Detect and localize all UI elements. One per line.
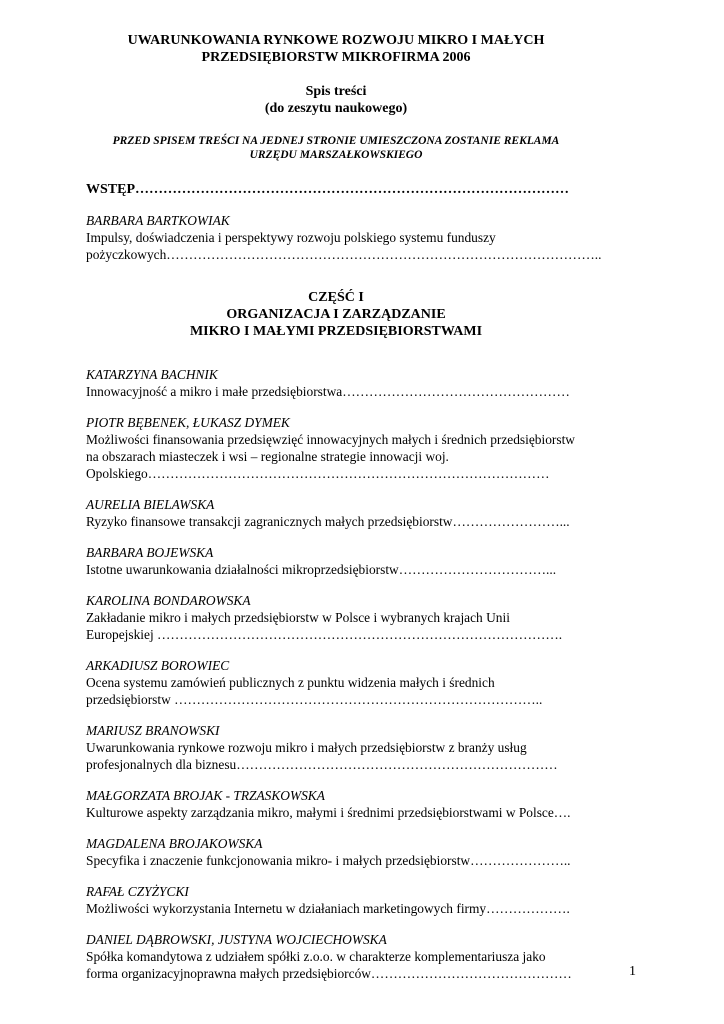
entry-title: Zakładanie mikro i małych przedsiębiorstw w Polsce i wybranych krajach Unii Europejskiej ……………………………………………………………………………….	[86, 610, 563, 642]
notice-line-2: URZĘDU MARSZAŁKOWSKIEGO	[249, 149, 423, 161]
toc-entry	[86, 884, 586, 917]
part-title-1: ORGANIZACJA I ZARZĄDZANIE	[226, 307, 446, 322]
entry-author: ARKADIUSZ BOROWIEC	[86, 658, 230, 673]
entry-author: BARBARA BOJEWSKA	[86, 545, 214, 560]
toc-entry	[86, 788, 586, 821]
toc-entry	[86, 367, 586, 400]
entry-title: Ocena systemu zamówień publicznych z punktu widzenia małych i średnich przedsiębiorstw ………………………………………………………………………..	[86, 675, 543, 707]
entry-title: Kulturowe aspekty zarządzania mikro, małymi i średnimi przedsiębiorstwami w Polsce….	[86, 805, 571, 820]
entry-title: Uwarunkowania rynkowe rozwoju mikro i małych przedsiębiorstw z branży usług profesjonalnych dla biznesu………………………………………………………………	[86, 740, 558, 772]
entry-author: DANIEL DĄBROWSKI, JUSTYNA WOJCIECHOWSKA	[86, 932, 387, 947]
entry-author: RAFAŁ CZYŻYCKI	[86, 884, 189, 899]
toc-entry-intro	[86, 213, 602, 263]
toc-entries	[86, 367, 586, 982]
entry-author: AURELIA BIELAWSKA	[86, 497, 215, 512]
part-number: CZĘŚĆ I	[308, 290, 364, 305]
entry-author: KAROLINA BONDAROWSKA	[86, 593, 251, 608]
toc-entry	[86, 593, 586, 643]
entry-author: MAŁGORZATA BROJAK - TRZASKOWSKA	[86, 788, 325, 803]
entry-author: PIOTR BĘBENEK, ŁUKASZ DYMEK	[86, 415, 290, 430]
entry-title: Innowacyjność a mikro i małe przedsiębiorstwa……………………………………………	[86, 384, 570, 399]
intro-heading: WSTĘP…………………………………………………………………………………	[86, 182, 570, 197]
entry-author: KATARZYNA BACHNIK	[86, 367, 218, 382]
toc-entry	[86, 545, 586, 578]
entry-title: Istotne uwarunkowania działalności mikroprzedsiębiorstw……………………………...	[86, 562, 557, 577]
toc-heading	[86, 83, 586, 117]
entry-author: BARBARA BARTKOWIAK	[86, 213, 230, 228]
entry-title: Spółka komandytowa z udziałem spółki z.o.o. w charakterze komplementariusza jako forma organizacyjnoprawna małych przedsiębiorców………………………………………	[86, 949, 572, 981]
toc-entry	[86, 497, 586, 530]
entry-title: Specyfika i znaczenie funkcjonowania mikro- i małych przedsiębiorstw…………………..	[86, 853, 571, 868]
part-title-2: MIKRO I MAŁYMI PRZEDSIĘBIORSTWAMI	[189, 324, 483, 339]
entry-author: MARIUSZ BRANOWSKI	[86, 723, 220, 738]
toc-entry	[86, 723, 586, 773]
entry-author: MAGDALENA BROJAKOWSKA	[86, 836, 263, 851]
entry-title: Możliwości finansowania przedsięwzięć innowacyjnych małych i średnich przedsiębiorstw na obszarach miasteczek i wsi – regionalne strategie innowacji woj. Opolskiego………………………………………………………………………………	[86, 432, 575, 481]
notice-line-1: PRZED SPISEM TREŚCI NA JEDNEJ STRONIE UMIESZCZONA ZOSTANIE REKLAMA	[112, 135, 560, 147]
toc-entry	[86, 415, 586, 482]
document-header	[86, 32, 586, 66]
advert-notice	[86, 134, 586, 162]
entry-title: Możliwości wykorzystania Internetu w działaniach marketingowych firmy……………….	[86, 901, 570, 916]
entry-title: Ryzyko finansowe transakcji zagranicznych małych przedsiębiorstw……………………...	[86, 514, 570, 529]
entry-title: Impulsy, doświadczenia i perspektywy rozwoju polskiego systemu funduszy pożyczkowych……………………………………………………………………………………..	[86, 230, 602, 262]
toc-title: Spis treści	[305, 84, 367, 99]
header-line-1: UWARUNKOWANIA RYNKOWE ROZWOJU MIKRO I MAŁYCH	[127, 33, 545, 48]
toc-entry	[86, 658, 586, 708]
part-heading	[86, 289, 586, 340]
document-page	[86, 32, 602, 982]
header-line-2: PRZEDSIĘBIORSTW MIKROFIRMA 2006	[201, 50, 471, 65]
toc-subtitle: (do zeszytu naukowego)	[264, 101, 408, 116]
toc-entry	[86, 932, 586, 982]
page-number: 1	[629, 964, 636, 979]
toc-entry	[86, 836, 586, 869]
